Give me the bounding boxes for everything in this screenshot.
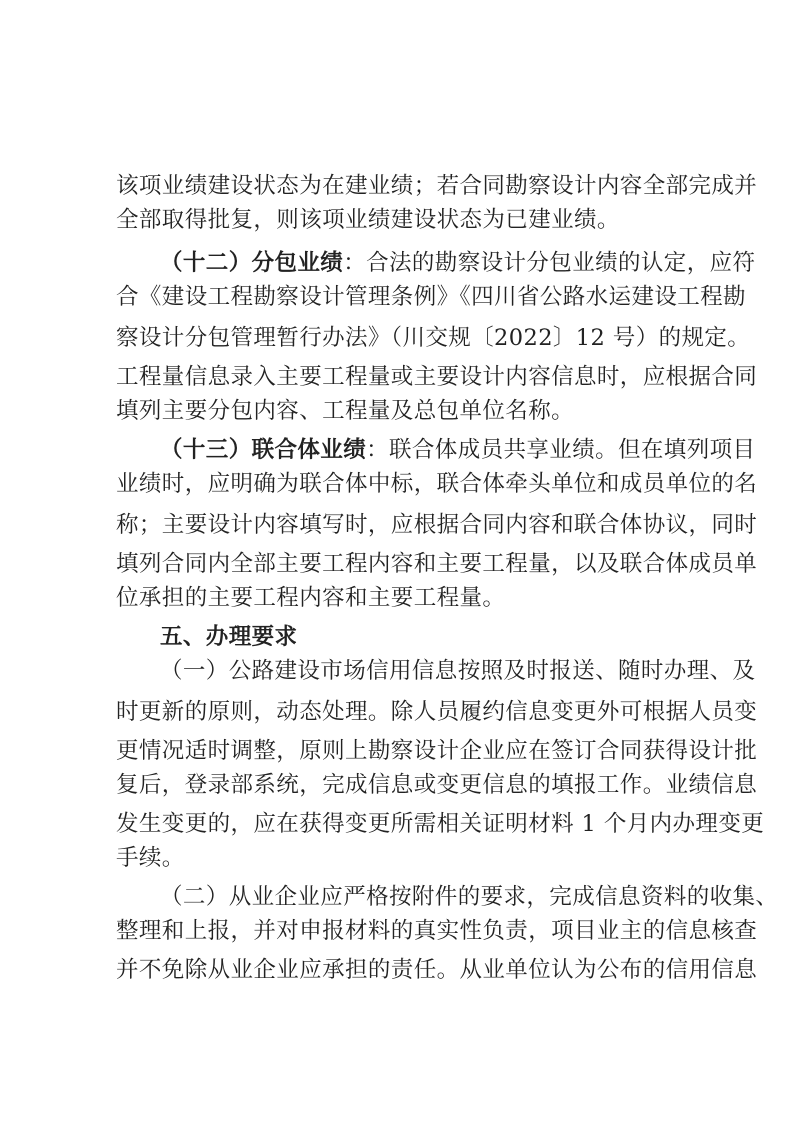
paragraph-line: 业绩时，应明确为联合体中标，联合体牵头单位和成员单位的名	[116, 471, 758, 497]
paragraph-line: 工程量信息录入主要工程量或主要设计内容信息时，应根据合同	[116, 364, 758, 390]
paragraph-line: 称；主要设计内容填写时，应根据合同内容和联合体协议，同时	[116, 512, 758, 538]
section-text: ：联合体成员共享业绩。但在填列项目	[366, 437, 756, 463]
paragraph-line: 合《建设工程勘察设计管理条例》《四川省公路水运建设工程勘	[116, 284, 746, 310]
section-label: （十三）联合体业绩	[160, 437, 367, 463]
paragraph-line: 察设计分包管理暂行办法》（川交规〔2022〕12 号）的规定。	[116, 325, 751, 351]
paragraph-line: 该项业绩建设状态为在建业绩；若合同勘察设计内容全部完成并	[116, 173, 758, 199]
paragraph-line: 时更新的原则，动态处理。除人员履约信息变更外可根据人员变	[116, 699, 758, 725]
section-text: ：合法的勘察设计分包业绩的认定，应符	[343, 250, 756, 276]
section-label: （十二）分包业绩	[160, 250, 344, 276]
paragraph-line: 全部取得批复，则该项业绩建设状态为已建业绩。	[116, 207, 620, 233]
paragraph-line	[160, 433, 756, 467]
paragraph-line: 并不免除从业企业应承担的责任。从业单位认为公布的信用信息	[116, 957, 758, 983]
paragraph-line: 整理和上报，并对申报材料的真实性负责，项目业主的信息核查	[116, 918, 758, 944]
paragraph-line: 发生变更的，应在获得变更所需相关证明材料 1 个月内办理变更	[116, 811, 765, 837]
paragraph-line: 位承担的主要工程内容和主要工程量。	[116, 585, 506, 611]
paragraph-line: 手续。	[116, 845, 185, 871]
paragraph-line: 填列主要分包内容、工程量及总包单位名称。	[116, 398, 575, 424]
paragraph-line: 复后，登录部系统，完成信息或变更信息的填报工作。业绩信息	[116, 772, 758, 798]
section-heading: 五、办理要求	[160, 624, 298, 650]
paragraph-line: 填列合同内全部主要工程内容和主要工程量，以及联合体成员单	[116, 551, 758, 577]
paragraph-line: 更情况适时调整，原则上勘察设计企业应在签订合同获得设计批	[116, 738, 758, 764]
paragraph-line	[160, 246, 756, 280]
paragraph-line: （一）公路建设市场信用信息按照及时报送、随时办理、及	[160, 658, 756, 684]
paragraph-line: （二）从业企业应严格按附件的要求，完成信息资料的收集、	[160, 884, 779, 910]
